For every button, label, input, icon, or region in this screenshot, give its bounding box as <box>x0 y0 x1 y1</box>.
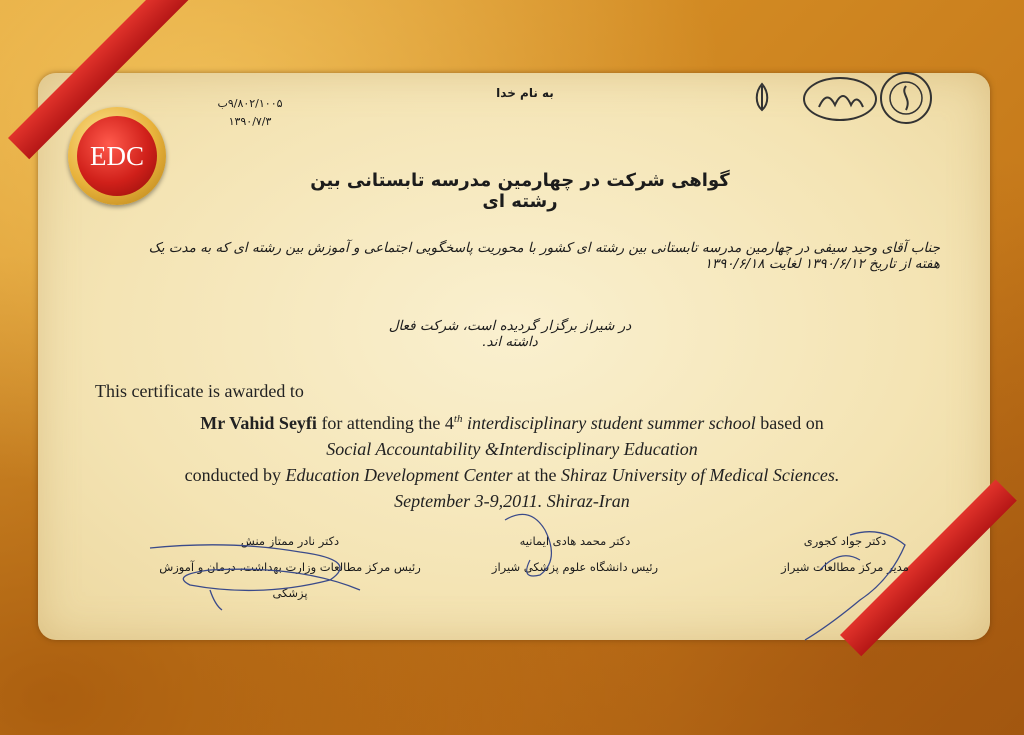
signer-name: دکتر جواد کجوری <box>803 534 887 548</box>
attending-text: for attending the 4 <box>316 413 454 433</box>
english-line-3 <box>0 465 1024 486</box>
edc-seal-logo <box>68 107 166 205</box>
signer-title: رئیس دانشگاه علوم پزشکی شیراز <box>491 560 659 574</box>
university-emblem-icon <box>880 72 932 124</box>
date-place-text: September 3-9,2011. Shiraz-Iran <box>394 491 630 511</box>
signature-block-2 <box>475 528 675 580</box>
at-the-text: at the <box>512 465 561 485</box>
ordinal-suffix: th <box>453 413 463 425</box>
bismillah-heading: به نام خدا <box>496 86 554 100</box>
school-name: interdisciplinary student summer school <box>462 413 756 433</box>
english-line-1 <box>0 413 1024 434</box>
persian-body-line-2: در شیراز برگزار گردیده است، شرکت فعال داشته اند. <box>388 318 632 350</box>
signer-name: دکتر نادر ممتاز منش <box>240 534 340 548</box>
signer-title: رئیس مرکز مطالعات وزارت بهداشت، درمان و آموزش پزشکی <box>159 560 421 600</box>
reference-number: ۹/۸۰۲/۱۰۰۵ب <box>217 97 283 110</box>
university-name: Shiraz University of Medical Sciences. <box>560 465 840 485</box>
topic-text: Social Accountability &Interdisciplinary Education <box>326 439 698 459</box>
edc-seal-text: EDC <box>90 140 144 171</box>
center-name: Education Development Center <box>285 465 513 485</box>
signature-block-3 <box>760 528 930 580</box>
persian-body-line-1: جناب آقای وحید سیفی در چهارمین مدرسه تابستانی بین رشته ای کشور با محوریت پاسخگویی اجتماعی و آموزش بین رشته ای که به مدت یک هفته از تاریخ ۱۳۹۰/۶/۱۲ لغایت ۱۳۹۰/۶/۱۸ <box>148 240 940 272</box>
awarded-to-text: This certificate is awarded to <box>95 381 304 401</box>
conducted-by-text: conducted by <box>184 465 286 485</box>
recipient-name: Mr Vahid Seyfi <box>200 413 317 433</box>
center-emblem-icon <box>803 77 877 121</box>
based-on-text: based on <box>755 413 824 433</box>
signer-name: دکتر محمد هادی ایمانیه <box>519 534 631 548</box>
persian-title: گواهی شرکت در چهارمین مدرسه تابستانی بین رشته ای <box>310 170 730 212</box>
reference-date: ۱۳۹۰/۷/۳ <box>228 115 272 128</box>
reference-block <box>205 95 295 131</box>
ministry-emblem-icon <box>745 82 779 112</box>
signer-title: مدیر مرکز مطالعات شیراز <box>781 560 909 574</box>
signature-block-1 <box>140 528 440 606</box>
